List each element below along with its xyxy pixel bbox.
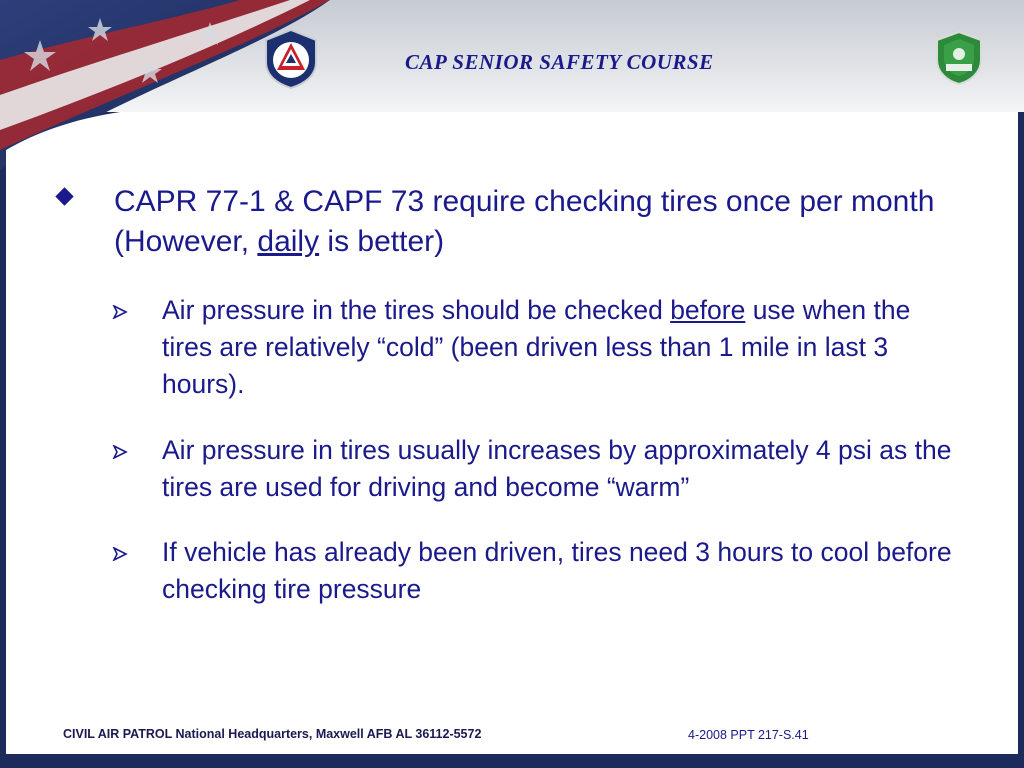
sub-bullet-1-emphasis: before: [670, 295, 746, 325]
main-bullet-text: [114, 182, 964, 262]
sub-bullet-1-text-before: Air pressure in the tires should be checked: [162, 295, 671, 325]
main-bullet-text-after: is better): [319, 225, 445, 258]
sub-bullet-2: Air pressure in tires usually increases by approximately 4 psi as the tires are used for driving and become “warm”: [162, 435, 952, 502]
arrow-bullet-icon: [112, 305, 128, 319]
safety-shield-icon: [934, 30, 984, 86]
sub-bullet-1: [162, 292, 962, 403]
sub-bullet-1-text-after: use when the tires are relatively “cold” (been driven less than 1 mile in last 3 hours).: [162, 295, 911, 399]
page-title: CAP SENIOR SAFETY COURSE: [405, 50, 714, 74]
main-bullet-text-before: CAPR 77-1 & CAPF 73 require checking tires once per month (However,: [114, 185, 935, 258]
footer-slide-id: 4-2008 PPT 217-S.41: [688, 728, 809, 742]
arrow-bullet-icon: [112, 547, 128, 561]
arrow-bullet-icon: [112, 445, 128, 459]
sub-bullet-3: If vehicle has already been driven, tires need 3 hours to cool before checking tire pressure: [162, 537, 952, 604]
main-bullet-emphasis: daily: [257, 225, 320, 258]
civil-air-patrol-emblem-icon: [262, 28, 320, 90]
footer-organization: CIVIL AIR PATROL National Headquarters, Maxwell AFB AL 36112-5572: [63, 727, 482, 741]
